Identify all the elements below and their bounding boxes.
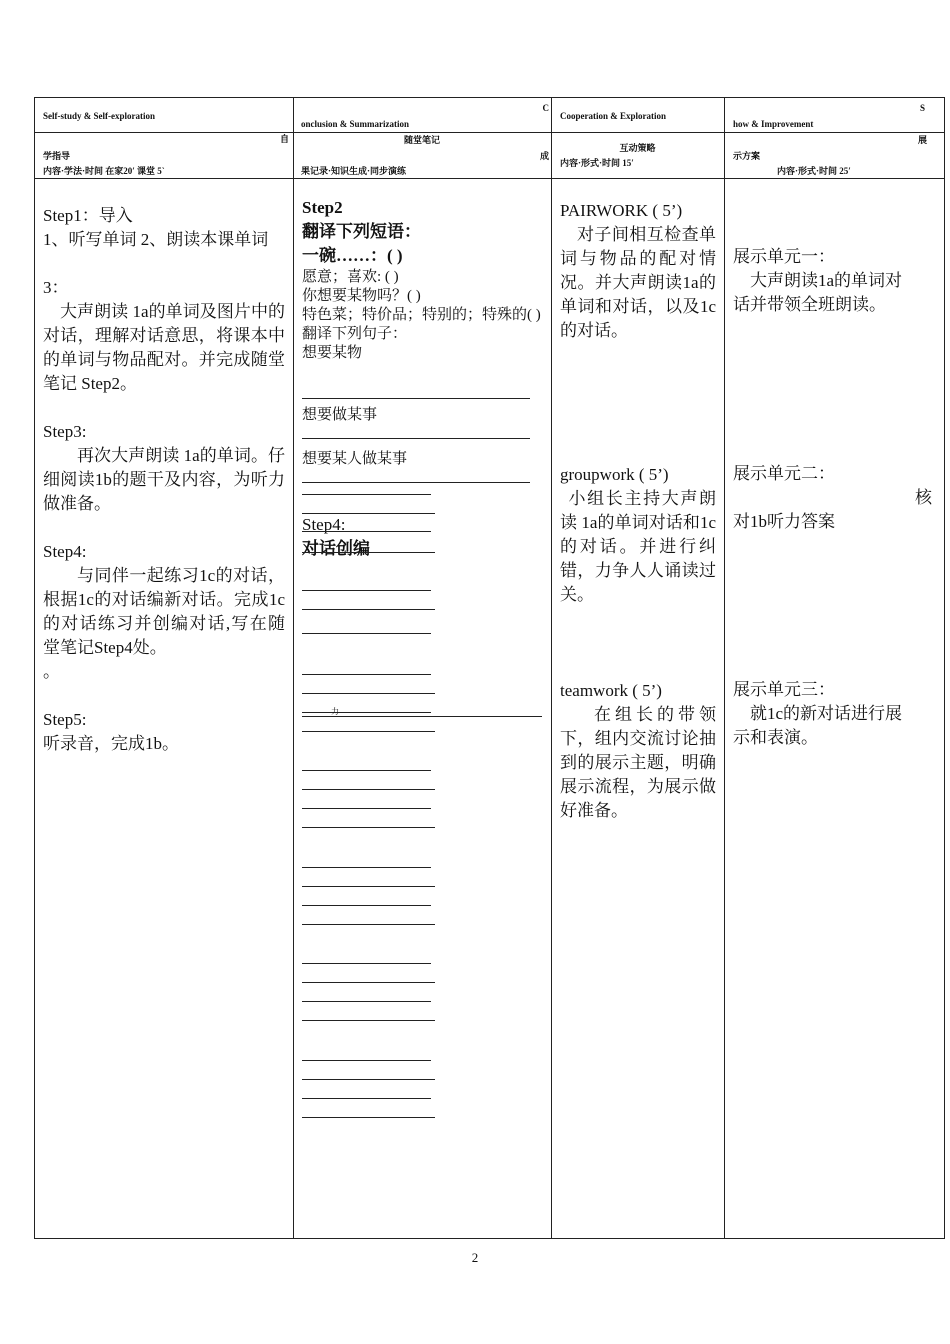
pairwork-body: 对子间相互检查单词与物品的配对情况。并大声朗读1a的单词和对话，以及1c的对话。	[560, 225, 716, 340]
show-unit-1-body: 大声朗读1a的单词对话并带领全班朗读。	[733, 271, 903, 314]
dialogue-writing-line	[302, 770, 431, 771]
step1-body: 1、听写单词 2、朗读本课单词	[43, 230, 269, 249]
pairwork-section	[560, 199, 716, 343]
dialogue-writing-line	[302, 552, 435, 553]
show-unit-1-title: 展示单元一：	[733, 247, 835, 266]
step4-dot: 。	[43, 662, 60, 681]
dialogue-writing-line	[302, 712, 431, 713]
dialogue-writing-line	[302, 674, 431, 675]
sentence-3: 想要某人做某事	[302, 451, 408, 467]
header-show-plan-char: 展	[917, 135, 927, 145]
header-results-char: 成	[539, 151, 549, 161]
header-conclusion-title: onclusion & Summarization	[301, 119, 410, 129]
show-unit-3-body: 就1c的新对话进行展示和表演。	[733, 704, 903, 747]
answer-line	[302, 438, 530, 439]
header-bottom-divider	[35, 178, 944, 179]
groupwork-body: 小组长主持大声朗读 1a的单词对话和1c的对话。并进行纠错，力争人人诵读过关。	[560, 489, 716, 604]
dialogue-writing-line	[302, 905, 431, 906]
groupwork-title: groupwork ( 5’)	[560, 465, 669, 484]
self-study-column	[43, 204, 285, 756]
dialogue-writing-line	[302, 827, 435, 828]
dialogue-writing-line	[302, 693, 435, 694]
dialogue-writing-line	[302, 982, 435, 983]
header-conclusion-meta: 果记录·知识生成·同步演练	[301, 166, 407, 176]
header-self-study-title: Self-study & Self-exploration	[43, 111, 155, 121]
dialogue-writing-line	[302, 924, 435, 925]
dialogue-writing-line	[302, 531, 431, 532]
dialogue-writing-line	[302, 1117, 435, 1118]
dialogue-writing-line	[302, 633, 431, 634]
teamwork-body: 在组长的带领下，组内交流讨论抽到的展示主题，明确展示流程，为展示做好准备。	[560, 705, 716, 820]
column-divider	[551, 98, 552, 1238]
dialogue-writing-line	[302, 609, 435, 610]
phrase-2: 愿意；喜欢: ( )	[302, 269, 399, 285]
header-class-notes: 随堂笔记	[403, 135, 440, 145]
lesson-plan-table	[34, 97, 945, 1239]
show-unit-2-core-char: 核	[915, 488, 932, 507]
dialogue-writing-line	[302, 789, 435, 790]
step2-title: Step2	[302, 198, 343, 217]
dialogue-writing-line	[302, 494, 431, 495]
answer-line	[302, 398, 530, 399]
show-unit-2-body: 对1b听力答案	[733, 512, 835, 531]
dialogue-writing-line	[302, 1098, 431, 1099]
sentence-1: 想要某物	[302, 345, 363, 361]
step3-body: 再次大声朗读 1a的单词。仔细阅读1b的题干及内容，为听力做准备。	[43, 446, 285, 513]
header-self-study-meta: 内容·学法·时间 在家20′ 课堂 5`	[43, 166, 165, 176]
dialogue-writing-line	[302, 513, 435, 514]
teamwork-section	[560, 679, 716, 823]
dialogue-writing-line	[302, 590, 431, 591]
header-cooperation-meta: 内容·形式·时间 15′	[560, 158, 634, 168]
show-unit-1	[733, 245, 919, 317]
step3a-title: 3：	[43, 278, 69, 297]
header-row-divider	[35, 132, 944, 133]
dialogue-writing-line	[302, 1079, 435, 1080]
sentence-2: 想要做某事	[302, 407, 378, 423]
pairwork-title: PAIRWORK ( 5’)	[560, 201, 683, 220]
header-conclusion-char: C	[542, 103, 549, 113]
step4-title: Step4:	[43, 542, 87, 561]
dialogue-writing-line	[302, 1020, 435, 1021]
page-number: 2	[471, 1250, 479, 1265]
column-divider	[724, 98, 725, 1238]
step3-title: Step3:	[43, 422, 87, 441]
header-cooperation-title: Cooperation & Exploration	[560, 111, 667, 121]
dialogue-writing-line	[302, 867, 431, 868]
header-interaction-strategy: 互动策略	[619, 143, 656, 153]
dialogue-writing-line	[302, 886, 435, 887]
phrase-1: 一碗……：( )	[302, 246, 403, 265]
groupwork-section	[560, 463, 716, 607]
header-self-study-guide: 学指导	[43, 151, 71, 161]
step4-notes-title: Step4:	[302, 515, 346, 534]
step5-body: 听录音，完成1b。	[43, 734, 179, 753]
dialogue-writing-line	[302, 731, 435, 732]
step3a-body: 大声朗读 1a的单词及图片中的对话，理解对话意思，将课本中的单词与物品配对。并完成随堂笔记 Step2。	[43, 302, 285, 393]
step4-body: 与同伴一起练习1c的对话，根据1c的对话编新对话。完成1c的对话练习并创编对话,写在随堂笔记Step4处。	[43, 566, 285, 657]
header-show-title: how & Improvement	[733, 119, 814, 129]
sentences-title: 翻译下列句子：	[302, 326, 408, 342]
column-divider	[293, 98, 294, 1238]
dialogue-writing-line	[302, 1060, 431, 1061]
show-unit-3	[733, 678, 919, 750]
dialogue-writing-line	[302, 1001, 431, 1002]
answer-line	[302, 482, 530, 483]
header-show-plan: 示方案	[733, 151, 761, 161]
dialogue-writing-line	[302, 963, 431, 964]
phrase-3: 你想要某物吗？( )	[302, 288, 421, 304]
header-show-meta: 内容·形式·时间 25′	[777, 166, 851, 176]
class-notes-column	[302, 196, 542, 363]
dialogue-writing-line	[302, 808, 431, 809]
header-show-char: S	[919, 103, 925, 113]
phrases-title: 翻译下列短语：	[302, 222, 421, 241]
teamwork-title: teamwork ( 5’)	[560, 681, 662, 700]
step1-title: Step1：导入	[43, 206, 133, 225]
tiny-mark: 力	[331, 707, 339, 716]
dialogue-section	[302, 513, 542, 561]
show-unit-2-title: 展示单元二：	[733, 464, 835, 483]
dialogue-title: 对话创编	[302, 539, 370, 558]
header-self-study-char: 自	[279, 134, 289, 144]
step5-title: Step5:	[43, 710, 87, 729]
phrase-4: 特色菜；特价品；特别的；特殊的( )	[302, 307, 541, 323]
show-unit-3-title: 展示单元三：	[733, 680, 835, 699]
